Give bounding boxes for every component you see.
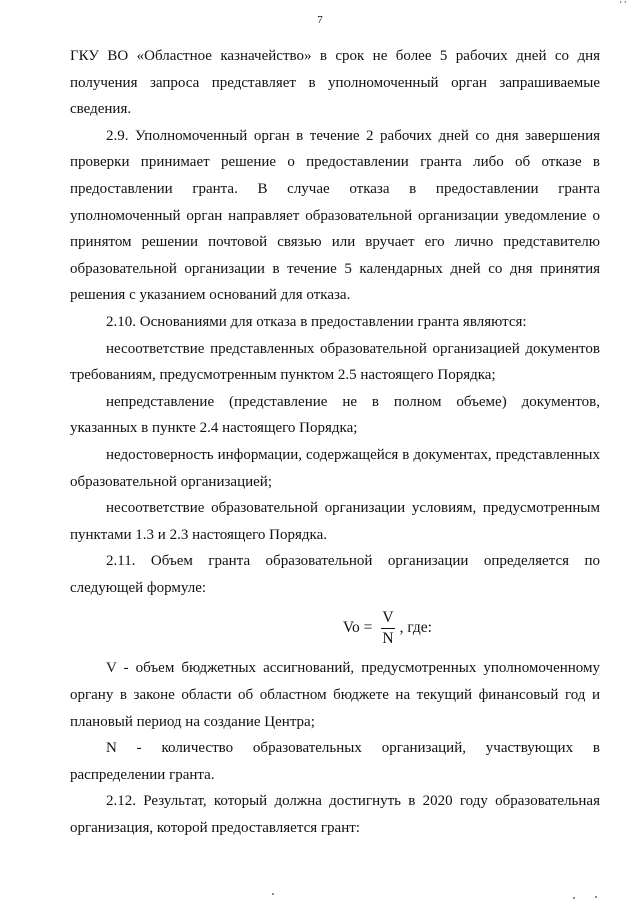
formula-denominator: N xyxy=(382,629,394,647)
paragraph-2-11-grant-volume: 2.11. Объем гранта образовательной организации определяется по следующей формуле: xyxy=(70,553,600,596)
refusal-ground-documents-missing: непредставление (представление не в полном объеме) документов, указанных в пункте 2.4 настоящего Порядка; xyxy=(70,393,600,437)
paragraph-2-9-decision: 2.9. Уполномоченный орган в течение 2 рабочих дней со дня завершения проверки принимает решение о предоставлении гранта либо об отказе в предоставлении гранта. В случае отказа в предоставлении гранта уполномоченный орган направляет образовательной организации уведомление о принятом решении почтовой связью или вручает его лично представителю образовательной организации в течение 5 календарных дней со дня принятия решения с указанием оснований для отказа. xyxy=(70,127,600,304)
definition-n: N - количество образовательных организаций, участвующих в распределении гранта. xyxy=(70,740,600,783)
paragraph-2-12-result: 2.12. Результат, который должна достигнуть в 2020 году образовательная организация, которой предоставляется грант: xyxy=(70,793,600,837)
document-body xyxy=(70,43,600,842)
paragraph-2-10-refusal-grounds: 2.10. Основаниями для отказа в предоставлении гранта являются: xyxy=(106,313,527,330)
refusal-ground-documents-mismatch: несоответствие представленных образовательной организацией документов требованиям, предусмотренным пунктом 2.5 настоящего Порядка; xyxy=(70,340,600,384)
formula-fraction xyxy=(381,609,394,648)
paragraph-treasury-response: ГКУ ВО «Областное казначейство» в срок не более 5 рабочих дней со дня получения запроса представляет в уполномоченный орган запрашиваемые сведения. xyxy=(70,48,600,118)
formula-where: , где: xyxy=(399,619,432,637)
scan-corner-mark: ' ' xyxy=(619,0,626,11)
page-number: 7 xyxy=(317,14,323,26)
refusal-ground-false-information: недостоверность информации, содержащейся в документах, представленных образовательной организацией; xyxy=(70,446,600,490)
scan-speck xyxy=(595,896,597,898)
definition-v: V - объем бюджетных ассигнований, предусмотренных уполномоченному органу в законе области об областном бюджете на текущий финансовый год и плановый период на создание Центра; xyxy=(70,660,600,730)
scan-speck xyxy=(573,897,575,899)
refusal-ground-conditions-mismatch: несоответствие образовательной организации условиям, предусмотренным пунктами 1.3 и 2.3 настоящего Порядка. xyxy=(70,500,600,543)
grant-volume-formula xyxy=(70,601,600,655)
scan-speck xyxy=(272,893,274,895)
formula-numerator: V xyxy=(381,609,394,629)
formula-lhs: Vo = xyxy=(342,619,373,637)
